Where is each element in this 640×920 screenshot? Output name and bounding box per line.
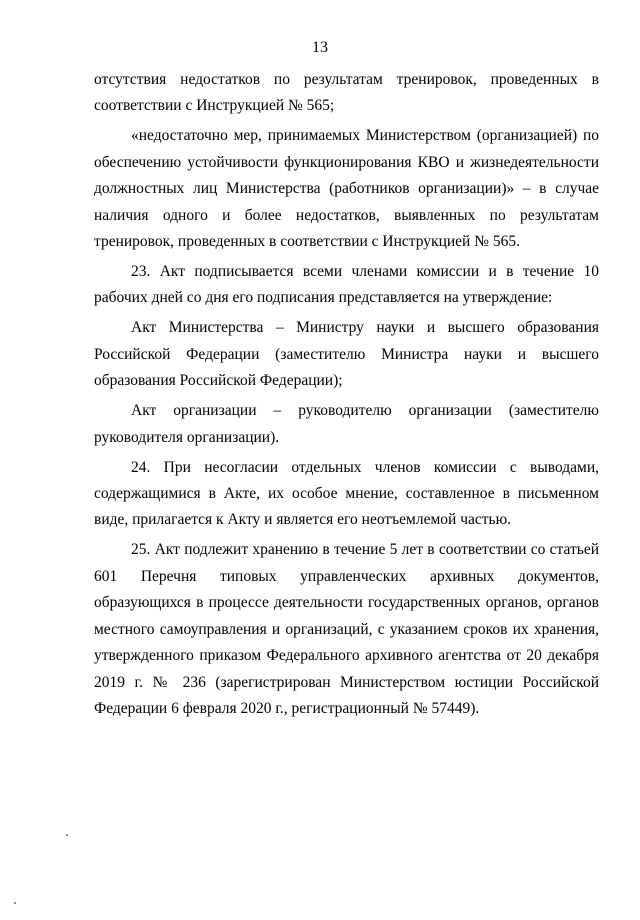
paragraph-insufficient-measures: «недостаточно мер, принимаемых Министерством (организацией) по обеспечению устойчивости функционирования КВО и жизнедеятельности должностных лиц Министерства (работников организации)» – в случае наличия одного и более недостатков, выявленных по результатам тренировок, проведенных в соответствии с Инструкцией № 565. <box>94 127 599 251</box>
paragraph-item-23: 23. Акт подписывается всеми членами комиссии и в течение 10 рабочих дней со дня его подписания представляется на утверждение: <box>94 263 599 307</box>
scan-speck <box>14 902 16 904</box>
paragraph-ministry-act: Акт Министерства – Министру науки и высшего образования Российской Федерации (заместителю Министра науки и высшего образования Российской Федерации); <box>94 319 599 390</box>
paragraph-continuation: отсутствия недостатков по результатам тренировок, проведенных в соответствии с Инструкцией № 565; <box>94 71 599 115</box>
document-body <box>94 67 599 726</box>
paragraph-organization-act: Акт организации – руководителю организации (заместителю руководителя организации). <box>94 402 599 446</box>
paragraph-item-24: 24. При несогласии отдельных членов комиссии с выводами, содержащимися в Акте, их особое мнение, составленное в письменном виде, прилагается к Акту и является его неотъемлемой частью. <box>94 458 599 529</box>
scan-speck <box>66 834 68 836</box>
paragraph-item-25: 25. Акт подлежит хранению в течение 5 лет в соответствии со статьей 601 Перечня типовых управленческих архивных документов, образующихся в процессе деятельности государственных органов, органов местного самоуправления и организаций, с указанием сроков их хранения, утвержденного приказом Федерального архивного агентства от 20 декабря 2019 г. № 236 (зарегистрирован Министерством юстиции Российской Федерации 6 февраля 2020 г., регистрационный № 57449). <box>94 541 599 717</box>
page-number: 13 <box>312 39 328 56</box>
